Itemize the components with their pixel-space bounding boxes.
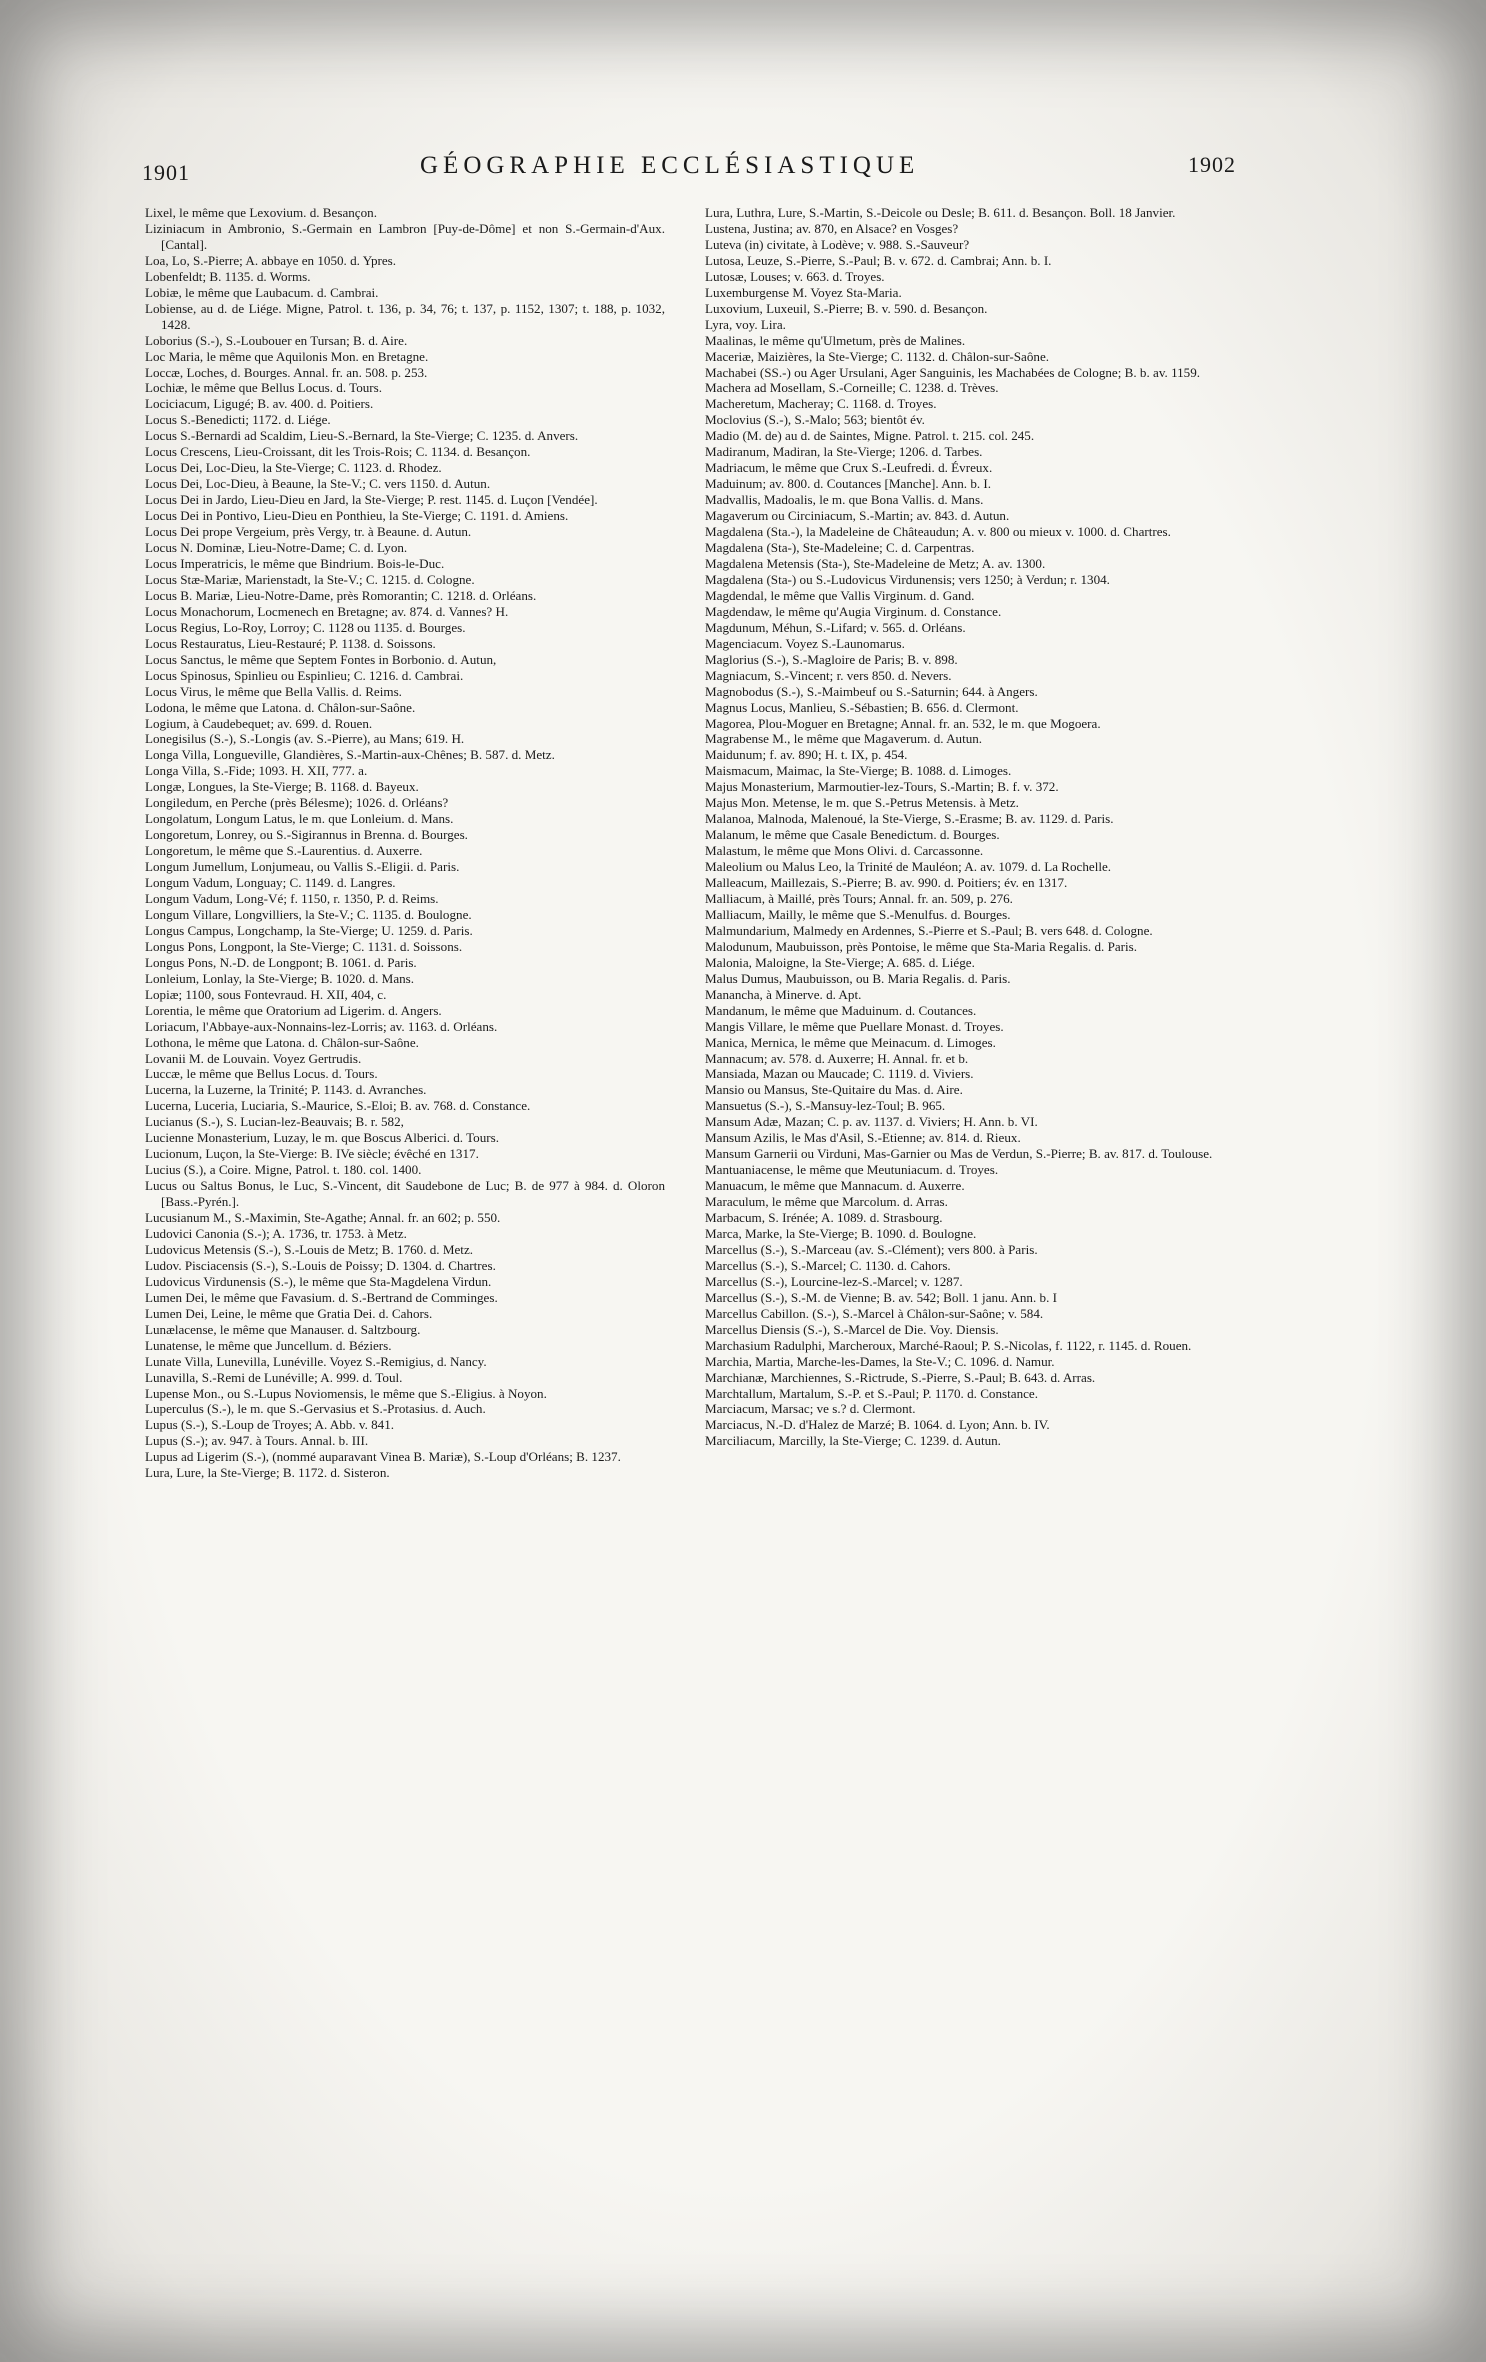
dictionary-entry: Longum Jumellum, Lonjumeau, ou Vallis S.-Eligii. d. Paris.	[145, 859, 460, 875]
dictionary-entry: Maceriæ, Maizières, la Ste-Vierge; C. 1132. d. Châlon-sur-Saône.	[705, 348, 1050, 364]
dictionary-entry: Locus N. Dominæ, Lieu-Notre-Dame; C. d. Lyon.	[145, 540, 408, 556]
dictionary-entry: Marca, Marke, la Ste-Vierge; B. 1090. d. Boulogne.	[705, 1226, 977, 1241]
dictionary-entry: Locus Dei in Jardo, Lieu-Dieu en Jard, la Ste-Vierge; P. rest. 1145. d. Luçon [Vendée].	[145, 492, 598, 508]
dictionary-entry: Locus Sanctus, le même que Septem Fontes in Borbonio. d. Autun,	[145, 651, 497, 667]
dictionary-entry: Marciliacum, Marcilly, la Ste-Vierge; C. 1239. d. Autun.	[705, 1433, 1001, 1449]
dictionary-entry: Lutosa, Leuze, S.-Pierre, S.-Paul; B. v. 672. d. Cambrai; Ann. b. I.	[705, 252, 1052, 268]
dictionary-entry: Mannacum; av. 578. d. Auxerre; H. Annal. fr. et b.	[705, 1050, 969, 1066]
dictionary-entry: Lociciacum, Ligugé; B. av. 400. d. Poitiers.	[145, 396, 374, 412]
dictionary-entry: Locus Stæ-Mariæ, Marienstadt, la Ste-V.; C. 1215. d. Cologne.	[145, 571, 475, 587]
dictionary-entry: Mantuaniacense, le même que Meutuniacum. d. Troyes.	[705, 1162, 999, 1178]
dictionary-entry: Luccæ, le même que Bellus Locus. d. Tours.	[145, 1066, 378, 1082]
dictionary-entry: Lobiæ, le même que Laubacum. d. Cambrai.	[145, 284, 379, 300]
dictionary-entry: Majus Mon. Metense, le m. que S.-Petrus Metensis. à Metz.	[705, 795, 1019, 811]
dictionary-entry: Magnus Locus, Manlieu, S.-Sébastien; B. 656. d. Clermont.	[705, 699, 1019, 715]
dictionary-entry: Longus Pons, Longpont, la Ste-Vierge; C. 1131. d. Soissons.	[145, 938, 463, 954]
dictionary-entry: Malmundarium, Malmedy en Ardennes, S.-Pierre et S.-Paul; B. vers 648. d. Cologne.	[705, 922, 1153, 938]
dictionary-entry: Maidunum; f. av. 890; H. t. IX, p. 454.	[705, 747, 908, 763]
dictionary-entry: Marcellus (S.-), S.-M. de Vienne; B. av. 542; Boll. 1 janu. Ann. b. I	[705, 1289, 1057, 1305]
dictionary-entry: Lyra, voy. Lira.	[705, 316, 786, 332]
dictionary-entry: Lumen Dei, le même que Favasium. d. S.-Bertrand de Comminges.	[145, 1289, 498, 1305]
dictionary-entry: Ludov. Pisciacensis (S.-), S.-Louis de Poissy; D. 1304. d. Chartres.	[145, 1257, 496, 1273]
dictionary-entry: Longolatum, Longum Latus, le m. que Lonleium. d. Mans.	[145, 811, 454, 827]
dictionary-entry: Locus Restauratus, Lieu-Restauré; P. 1138. d. Soissons.	[145, 635, 436, 651]
dictionary-entry: Magniacum, S.-Vincent; r. vers 850. d. Nevers.	[705, 667, 952, 683]
dictionary-entry: Lutosæ, Louses; v. 663. d. Troyes.	[705, 268, 885, 284]
dictionary-entry: Machera ad Mosellam, S.-Corneille; C. 1238. d. Trèves.	[705, 380, 999, 396]
dictionary-entry: Magorea, Plou-Moguer en Bretagne; Annal. fr. an. 532, le m. que Mogoera.	[705, 715, 1101, 731]
dictionary-entry: Logium, à Caudebequet; av. 699. d. Rouen.	[145, 715, 373, 731]
dictionary-entry: Marciacus, N.-D. d'Halez de Marzé; B. 1064. d. Lyon; Ann. b. IV.	[705, 1417, 1050, 1433]
dictionary-entry: Lucianus (S.-), S. Lucian-lez-Beauvais; B. r. 582,	[145, 1114, 404, 1130]
dictionary-entry: Luperculus (S.-), le m. que S.-Gervasius et S.-Protasius. d. Auch.	[145, 1401, 486, 1417]
dictionary-entry: Malus Dumus, Maubuisson, ou B. Maria Regalis. d. Paris.	[705, 970, 1011, 986]
dictionary-entry: Mansum Garnerii ou Virduni, Mas-Garnier ou Mas de Verdun, S.-Pierre; B. av. 817. d. Toulouse.	[705, 1146, 1213, 1162]
dictionary-entry: Loborius (S.-), S.-Loubouer en Tursan; B. d. Aire.	[145, 332, 408, 348]
dictionary-entry: Marchianæ, Marchiennes, S.-Rictrude, S.-Pierre, S.-Paul; B. 643. d. Arras.	[705, 1369, 1096, 1385]
running-title: GÉOGRAPHIE ECCLÉSIASTIQUE	[420, 152, 920, 179]
dictionary-entry: Manuacum, le même que Mannacum. d. Auxerre.	[705, 1178, 965, 1194]
dictionary-entry: Lovanii M. de Louvain. Voyez Gertrudis.	[145, 1050, 362, 1066]
dictionary-entry: Marcellus Cabillon. (S.-), S.-Marcel à Châlon-sur-Saône; v. 584.	[705, 1305, 1044, 1321]
dictionary-entry: Ludovicus Metensis (S.-), S.-Louis de Metz; B. 1760. d. Metz.	[145, 1241, 474, 1257]
dictionary-entry: Magdalena (Sta.-), la Madeleine de Châteaudun; A. v. 800 ou mieux v. 1000. d. Chartres.	[705, 524, 1171, 540]
dictionary-entry: Manica, Mernica, le même que Meinacum. d. Limoges.	[705, 1034, 996, 1050]
dictionary-entry: Lupus ad Ligerim (S.-), (nommé auparavant Vinea B. Mariæ), S.-Loup d'Orléans; B. 1237.	[145, 1449, 621, 1465]
dictionary-entry: Lupense Mon., ou S.-Lupus Noviomensis, le même que S.-Eligius. à Noyon.	[145, 1385, 547, 1401]
dictionary-entry: Mansum Adæ, Mazan; C. p. av. 1137. d. Viviers; H. Ann. b. VI.	[705, 1114, 1038, 1130]
dictionary-entry: Mangis Villare, le même que Puellare Monast. d. Troyes.	[705, 1018, 1004, 1034]
dictionary-entry: Lumen Dei, Leine, le même que Gratia Dei. d. Cahors.	[145, 1305, 433, 1321]
dictionary-entry: Lunavilla, S.-Remi de Lunéville; A. 999. d. Toul.	[145, 1369, 403, 1385]
page-number-right: 1902	[1188, 152, 1236, 177]
dictionary-entry: Malliacum, Mailly, le même que S.-Menulfus. d. Bourges.	[705, 906, 1011, 922]
dictionary-entry: Lucius (S.), a Coire. Migne, Patrol. t. 180. col. 1400.	[145, 1162, 422, 1178]
dictionary-entry: Locus Spinosus, Spinlieu ou Espinlieu; C. 1216. d. Cambrai.	[145, 667, 464, 683]
dictionary-entry: Mansio ou Mansus, Ste-Quitaire du Mas. d. Aire.	[705, 1082, 963, 1098]
dictionary-entry: Marchia, Martia, Marche-les-Dames, la Ste-V.; C. 1096. d. Namur.	[705, 1353, 1055, 1369]
dictionary-entry: Madvallis, Madoalis, le m. que Bona Vallis. d. Mans.	[705, 492, 984, 508]
dictionary-entry: Malleacum, Maillezais, S.-Pierre; B. av. 990. d. Poitiers; év. en 1317.	[705, 875, 1068, 891]
dictionary-entry: Lodona, le même que Latona. d. Châlon-sur-Saône.	[145, 699, 416, 715]
dictionary-entry: Longum Vadum, Long-Vé; f. 1150, r. 1350, P. d. Reims.	[145, 890, 439, 906]
dictionary-entry: Ludovici Canonia (S.-); A. 1736, tr. 1753. à Metz.	[145, 1226, 407, 1241]
dictionary-entry: Lunatense, le même que Juncellum. d. Béziers.	[145, 1337, 392, 1353]
dictionary-entry: Longus Campus, Longchamp, la Ste-Vierge; U. 1259. d. Paris.	[145, 922, 473, 938]
dictionary-entry: Marcellus (S.-), Lourcine-lez-S.-Marcel; v. 1287.	[705, 1273, 963, 1289]
dictionary-entry: Lustena, Justina; av. 870, en Alsace? en Vosges?	[705, 220, 959, 236]
dictionary-entry: Magnobodus (S.-), S.-Maimbeuf ou S.-Saturnin; 644. à Angers.	[705, 683, 1038, 699]
right-column	[705, 205, 1215, 1449]
dictionary-entry: Majus Monasterium, Marmoutier-lez-Tours, S.-Martin; B. f. v. 372.	[705, 779, 1059, 795]
dictionary-entry: Lothona, le même que Latona. d. Châlon-sur-Saône.	[145, 1034, 419, 1050]
dictionary-entry: Luteva (in) civitate, à Lodève; v. 988. S.-Sauveur?	[705, 236, 970, 252]
dictionary-entry: Locus S.-Bernardi ad Scaldim, Lieu-S.-Bernard, la Ste-Vierge; C. 1235. d. Anvers.	[145, 428, 579, 444]
dictionary-entry: Magdunum, Méhun, S.-Lifard; v. 565. d. Orléans.	[705, 619, 966, 635]
dictionary-entry: Magdalena (Sta-), Ste-Madeleine; C. d. Carpentras.	[705, 540, 975, 556]
dictionary-entry: Loccæ, Loches, d. Bourges. Annal. fr. an. 508. p. 253.	[145, 364, 428, 380]
dictionary-entry: Magdalena (Sta-) ou S.-Ludovicus Virdunensis; vers 1250; à Verdun; r. 1304.	[705, 571, 1110, 587]
dictionary-entry: Locus Regius, Lo-Roy, Lorroy; C. 1128 ou 1135. d. Bourges.	[145, 619, 466, 635]
dictionary-entry: Malastum, le même que Mons Olivi. d. Carcassonne.	[705, 843, 984, 859]
dictionary-entry: Magrabense M., le même que Magaverum. d. Autun.	[705, 731, 983, 747]
dictionary-entry: Locus Dei, Loc-Dieu, à Beaune, la Ste-V.; C. vers 1150. d. Autun.	[145, 476, 491, 492]
dictionary-entry: Longum Vadum, Longuay; C. 1149. d. Langres.	[145, 875, 396, 891]
dictionary-entry: Lorentia, le même que Oratorium ad Ligerim. d. Angers.	[145, 1002, 442, 1018]
dictionary-entry: Longum Villare, Longvilliers, la Ste-V.; C. 1135. d. Boulogne.	[145, 906, 472, 922]
dictionary-entry: Lunælacense, le même que Manauser. d. Saltzbourg.	[145, 1321, 421, 1337]
dictionary-entry: Maglorius (S.-), S.-Magloire de Paris; B. v. 898.	[705, 651, 958, 667]
dictionary-entry: Manancha, à Minerve. d. Apt.	[705, 986, 862, 1002]
dictionary-entry: Liziniacum in Ambronio, S.-Germain en Lambron [Puy-de-Dôme] et non S.-Germain-d'Aux. [Cantal].	[145, 220, 665, 252]
dictionary-entry: Mandanum, le même que Maduinum. d. Coutances.	[705, 1002, 977, 1018]
dictionary-entry: Luxovium, Luxeuil, S.-Pierre; B. v. 590. d. Besançon.	[705, 300, 988, 316]
dictionary-entry: Macheretum, Macheray; C. 1168. d. Troyes.	[705, 396, 937, 412]
dictionary-entry: Marbacum, S. Irénée; A. 1089. d. Strasbourg.	[705, 1210, 943, 1226]
dictionary-entry: Madiranum, Madiran, la Ste-Vierge; 1206. d. Tarbes.	[705, 444, 983, 460]
dictionary-entry: Longoretum, Lonrey, ou S.-Sigirannus in Brenna. d. Bourges.	[145, 827, 468, 843]
dictionary-entry: Lunate Villa, Lunevilla, Lunéville. Voyez S.-Remigius, d. Nancy.	[145, 1353, 487, 1369]
dictionary-entry: Mansuetus (S.-), S.-Mansuy-lez-Toul; B. 965.	[705, 1098, 946, 1114]
dictionary-entry: Marcellus (S.-), S.-Marcel; C. 1130. d. Cahors.	[705, 1257, 951, 1273]
dictionary-entry: Magdendal, le même que Vallis Virginum. d. Gand.	[705, 587, 975, 603]
dictionary-entry: Lopiæ; 1100, sous Fontevraud. H. XII, 404, c.	[145, 986, 387, 1002]
dictionary-entry: Loa, Lo, S.-Pierre; A. abbaye en 1050. d. Ypres.	[145, 252, 397, 268]
dictionary-entry: Marcellus (S.-), S.-Marceau (av. S.-Clément); vers 800. à Paris.	[705, 1241, 1038, 1257]
dictionary-entry: Maismacum, Maimac, la Ste-Vierge; B. 1088. d. Limoges.	[705, 763, 1012, 779]
dictionary-entry: Lucienne Monasterium, Luzay, le m. que Boscus Alberici. d. Tours.	[145, 1130, 499, 1146]
dictionary-entry: Maraculum, le même que Marcolum. d. Arras.	[705, 1194, 948, 1210]
dictionary-entry: Lupus (S.-); av. 947. à Tours. Annal. b. III.	[145, 1433, 369, 1449]
dictionary-entry: Madio (M. de) au d. de Saintes, Migne. Patrol. t. 215. col. 245.	[705, 428, 1035, 444]
dictionary-entry: Longa Villa, S.-Fide; 1093. H. XII, 777. a.	[145, 763, 368, 779]
dictionary-entry: Lixel, le même que Lexovium. d. Besançon.	[145, 205, 377, 220]
dictionary-entry: Longus Pons, N.-D. de Longpont; B. 1061. d. Paris.	[145, 954, 417, 970]
dictionary-entry: Locus Crescens, Lieu-Croissant, dit les Trois-Rois; C. 1134. d. Besançon.	[145, 444, 531, 460]
dictionary-entry: Loriacum, l'Abbaye-aux-Nonnains-lez-Lorris; av. 1163. d. Orléans.	[145, 1018, 498, 1034]
dictionary-entry: Longoretum, le même que S.-Laurentius. d. Auxerre.	[145, 843, 423, 859]
dictionary-entry: Maduinum; av. 800. d. Coutances [Manche]. Ann. b. I.	[705, 476, 992, 492]
dictionary-entry: Marciacum, Marsac; ve s.? d. Clermont.	[705, 1401, 916, 1417]
dictionary-entry: Luxemburgense M. Voyez Sta-Maria.	[705, 284, 902, 300]
dictionary-entry: Locus Dei, Loc-Dieu, la Ste-Vierge; C. 1123. d. Rhodez.	[145, 460, 442, 476]
dictionary-entry: Machabei (SS.-) ou Ager Ursulani, Ager Sanguinis, les Machabées de Cologne; B. b. av. 1159.	[705, 364, 1201, 380]
dictionary-entry: Marcellus Diensis (S.-), S.-Marcel de Die. Voy. Diensis.	[705, 1321, 999, 1337]
dictionary-entry: Lucerna, la Luzerne, la Trinité; P. 1143. d. Avranches.	[145, 1082, 427, 1098]
dictionary-entry: Lura, Luthra, Lure, S.-Martin, S.-Deicole ou Desle; B. 611. d. Besançon. Boll. 18 Janvier.	[705, 205, 1176, 220]
dictionary-entry: Locus S.-Benedicti; 1172. d. Liége.	[145, 412, 331, 428]
dictionary-entry: Magaverum ou Circiniacum, S.-Martin; av. 843. d. Autun.	[705, 508, 1010, 524]
dictionary-entry: Maalinas, le même qu'Ulmetum, près de Malines.	[705, 332, 966, 348]
dictionary-entry: Lonleium, Lonlay, la Ste-Vierge; B. 1020. d. Mans.	[145, 970, 415, 986]
dictionary-entry: Lucusianum M., S.-Maximin, Ste-Agathe; Annal. fr. an 602; p. 550.	[145, 1210, 501, 1226]
dictionary-entry: Lupus (S.-), S.-Loup de Troyes; A. Abb. v. 841.	[145, 1417, 395, 1433]
dictionary-entry: Marchtallum, Martalum, S.-P. et S.-Paul; P. 1170. d. Constance.	[705, 1385, 1039, 1401]
dictionary-entry: Moclovius (S.-), S.-Malo; 563; bientôt év.	[705, 412, 925, 428]
dictionary-entry: Mansiada, Mazan ou Maucade; C. 1119. d. Viviers.	[705, 1066, 974, 1082]
dictionary-entry: Malanum, le même que Casale Benedictum. d. Bourges.	[705, 827, 1000, 843]
dictionary-entry: Locus Dei in Pontivo, Lieu-Dieu en Ponthieu, la Ste-Vierge; C. 1191. d. Amiens.	[145, 508, 569, 524]
dictionary-entry: Magdalena Metensis (Sta-), Ste-Madeleine de Metz; A. av. 1300.	[705, 555, 1046, 571]
dictionary-entry: Lochiæ, le même que Bellus Locus. d. Tours.	[145, 380, 383, 396]
dictionary-entry: Lucerna, Luceria, Luciaria, S.-Maurice, S.-Eloi; B. av. 768. d. Constance.	[145, 1098, 531, 1114]
dictionary-entry: Lonegisilus (S.-), S.-Longis (av. S.-Pierre), au Mans; 619. H.	[145, 731, 465, 747]
dictionary-entry: Longa Villa, Longueville, Glandières, S.-Martin-aux-Chênes; B. 587. d. Metz.	[145, 747, 555, 763]
dictionary-entry: Ludovicus Virdunensis (S.-), le même que Sta-Magdelena Virdun.	[145, 1273, 492, 1289]
dictionary-entry: Magdendaw, le même qu'Augia Virginum. d. Constance.	[705, 603, 1002, 619]
dictionary-entry: Locus B. Mariæ, Lieu-Notre-Dame, près Romorantin; C. 1218. d. Orléans.	[145, 587, 537, 603]
dictionary-entry: Maleolium ou Malus Leo, la Trinité de Mauléon; A. av. 1079. d. La Rochelle.	[705, 859, 1112, 875]
dictionary-entry: Lobiense, au d. de Liége. Migne, Patrol. t. 136, p. 34, 76; t. 137, p. 1152, 1307; t. 188, p. 1032, 1428.	[145, 300, 665, 332]
dictionary-entry: Malliacum, à Maillé, près Tours; Annal. fr. an. 509, p. 276.	[705, 890, 1013, 906]
dictionary-entry: Madriacum, le même que Crux S.-Leufredi. d. Évreux.	[705, 460, 993, 476]
dictionary-entry: Locus Dei prope Vergeium, près Vergy, tr. à Beaune. d. Autun.	[145, 524, 472, 540]
dictionary-entry: Lucionum, Luçon, la Ste-Vierge: B. IVe siècle; évêché en 1317.	[145, 1146, 479, 1162]
dictionary-entry: Mansum Azilis, le Mas d'Asil, S.-Etienne; av. 814. d. Rieux.	[705, 1130, 1021, 1146]
dictionary-entry: Longæ, Longues, la Ste-Vierge; B. 1168. d. Bayeux.	[145, 779, 419, 795]
dictionary-entry: Locus Imperatricis, le même que Bindrium. Bois-le-Duc.	[145, 555, 445, 571]
dictionary-entry: Malanoa, Malnoda, Malenoué, la Ste-Vierge, S.-Erasme; B. av. 1129. d. Paris.	[705, 811, 1114, 827]
dictionary-entry: Locus Virus, le même que Bella Vallis. d. Reims.	[145, 683, 402, 699]
page-number-left: 1901	[142, 160, 190, 185]
dictionary-entry: Locus Monachorum, Locmenech en Bretagne; av. 874. d. Vannes? H.	[145, 603, 509, 619]
left-column	[145, 205, 665, 1481]
dictionary-entry: Lucus ou Saltus Bonus, le Luc, S.-Vincent, dit Saudebone de Luc; B. de 977 à 984. d. Oloron [Bass.-Pyrén.].	[145, 1178, 665, 1210]
dictionary-entry: Loc Maria, le même que Aquilonis Mon. en Bretagne.	[145, 348, 429, 364]
dictionary-entry: Malonia, Maloigne, la Ste-Vierge; A. 685. d. Liége.	[705, 954, 975, 970]
dictionary-entry: Lobenfeldt; B. 1135. d. Worms.	[145, 268, 311, 284]
dictionary-entry: Marchasium Radulphi, Marcheroux, Marché-Raoul; P. S.-Nicolas, f. 1122, r. 1145. d. Rouen.	[705, 1337, 1192, 1353]
dictionary-entry: Longiledum, en Perche (près Bélesme); 1026. d. Orléans?	[145, 795, 449, 811]
dictionary-entry: Lura, Lure, la Ste-Vierge; B. 1172. d. Sisteron.	[145, 1465, 390, 1481]
dictionary-entry: Magenciacum. Voyez S.-Launomarus.	[705, 635, 905, 651]
dictionary-entry: Malodunum, Maubuisson, près Pontoise, le même que Sta-Maria Regalis. d. Paris.	[705, 938, 1138, 954]
